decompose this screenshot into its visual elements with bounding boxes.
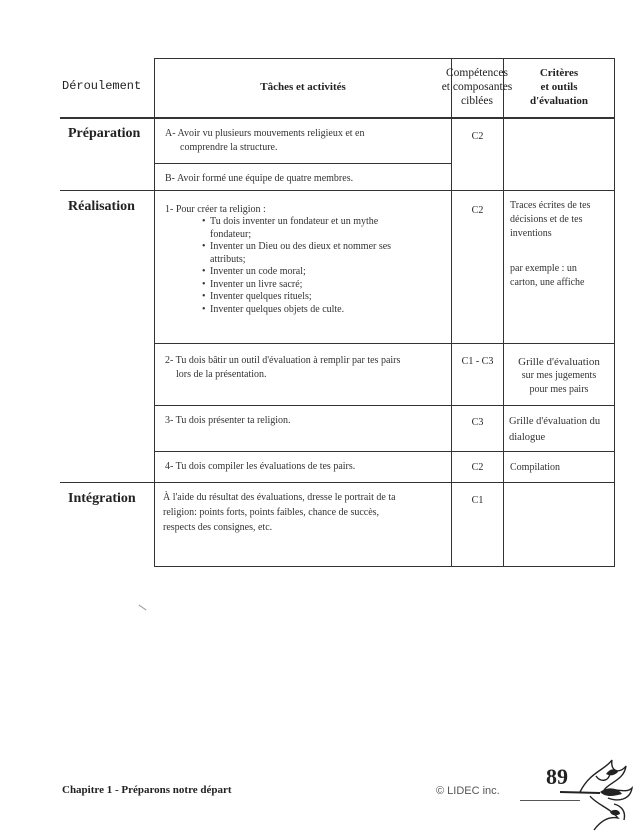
task-2-line-1: 2- Tu dois bâtir un outil d'évaluation à remplir par tes pairs	[165, 355, 401, 366]
bullet-item: • Inventer un livre sacré;	[210, 279, 450, 292]
criteria-3-line-1: Grille d'évaluation du	[509, 416, 601, 427]
page-number: 89	[546, 764, 568, 789]
code-integration: C1	[471, 495, 484, 506]
task-1-intro: 1- Pour créer ta religion :	[165, 204, 266, 215]
criteria-1-line-5: carton, une affiche	[510, 277, 585, 288]
integration-task-line-1: À l'aide du résultat des évaluations, dresse le portrait de ta	[163, 492, 396, 503]
header-criteres-line-2: et outils	[540, 81, 578, 93]
header-competences-line-1: Compétences	[446, 67, 508, 79]
row-divider	[154, 163, 452, 164]
header-competences-line-2: et composantes	[441, 81, 513, 93]
integration-task-line-2: religion: points forts, points faibles, chance de succès,	[163, 507, 380, 518]
row-divider	[60, 482, 615, 483]
bullet-item-continuation: fondateur;	[210, 228, 252, 240]
criteria-2-line-1: Grille d'évaluation	[518, 356, 600, 368]
header-underline	[60, 117, 615, 119]
footer-copyright: © LIDEC inc.	[436, 785, 500, 797]
criteria-2-line-2: sur mes jugements	[521, 370, 597, 381]
criteria-1-line-3: inventions	[510, 228, 552, 239]
task-b: B- Avoir formé une équipe de quatre membres.	[165, 173, 354, 184]
bullet-item: • Inventer un code moral;	[210, 266, 450, 279]
row-divider	[154, 451, 615, 452]
header-criteres-line-3: d'évaluation	[529, 95, 589, 107]
footer-rule	[520, 800, 580, 801]
bullet-item: • Inventer quelques rituels;	[210, 291, 450, 304]
bullet-item: • Tu dois inventer un fondateur et un mythe	[210, 216, 450, 229]
code-4: C2	[471, 462, 484, 473]
row-divider	[154, 405, 615, 406]
scan-mark	[139, 605, 147, 611]
header-taches: Tâches et activités	[260, 81, 346, 93]
bullet-item: • Inventer un Dieu ou des dieux et nommer ses	[210, 241, 450, 254]
code-3: C3	[471, 417, 484, 428]
criteria-3-line-2: dialogue	[509, 432, 546, 443]
criteria-1-line-4: par exemple : un	[510, 263, 577, 274]
criteria-4: Compilation	[510, 462, 560, 473]
phase-preparation: Préparation	[68, 126, 141, 141]
header-criteres-line-1: Critères	[539, 67, 579, 79]
code-2: C1 - C3	[461, 356, 494, 367]
table-border-left	[154, 58, 155, 567]
task-2-line-2: lors de la présentation.	[176, 369, 267, 380]
table-border-bottom	[154, 566, 615, 567]
criteria-2-line-3: pour mes pairs	[529, 384, 589, 395]
criteria-1-line-1: Traces écrites de tes	[510, 200, 591, 211]
header-competences-line-3: ciblées	[461, 95, 493, 107]
task-a-line-1: A- Avoir vu plusieurs mouvements religieux et en	[165, 128, 365, 139]
phase-realisation: Réalisation	[68, 199, 135, 214]
task-4: 4- Tu dois compiler les évaluations de tes pairs.	[165, 461, 356, 472]
footer-chapter: Chapitre 1 - Préparons notre départ	[62, 784, 232, 796]
code-a: C2	[471, 131, 484, 142]
table-border-right	[614, 58, 615, 567]
phase-integration: Intégration	[68, 491, 136, 506]
integration-task-line-3: respects des consignes, etc.	[163, 522, 273, 533]
bullet-item-continuation: attributs;	[210, 253, 246, 265]
bullet-item: • Inventer quelques objets de culte.	[210, 304, 450, 317]
row-divider	[60, 190, 615, 191]
row-divider	[154, 343, 615, 344]
table-border-top	[154, 58, 615, 59]
code-1: C2	[471, 205, 484, 216]
task-3: 3- Tu dois présenter ta religion.	[165, 415, 291, 426]
header-deroulement: Déroulement	[62, 79, 142, 93]
criteria-1-line-2: décisions et de tes	[510, 214, 583, 225]
table-divider-codes	[503, 58, 504, 567]
task-a-line-2: comprendre la structure.	[180, 142, 278, 153]
flourish-ornament-icon	[560, 752, 640, 832]
task-1-bullets	[200, 216, 450, 316]
